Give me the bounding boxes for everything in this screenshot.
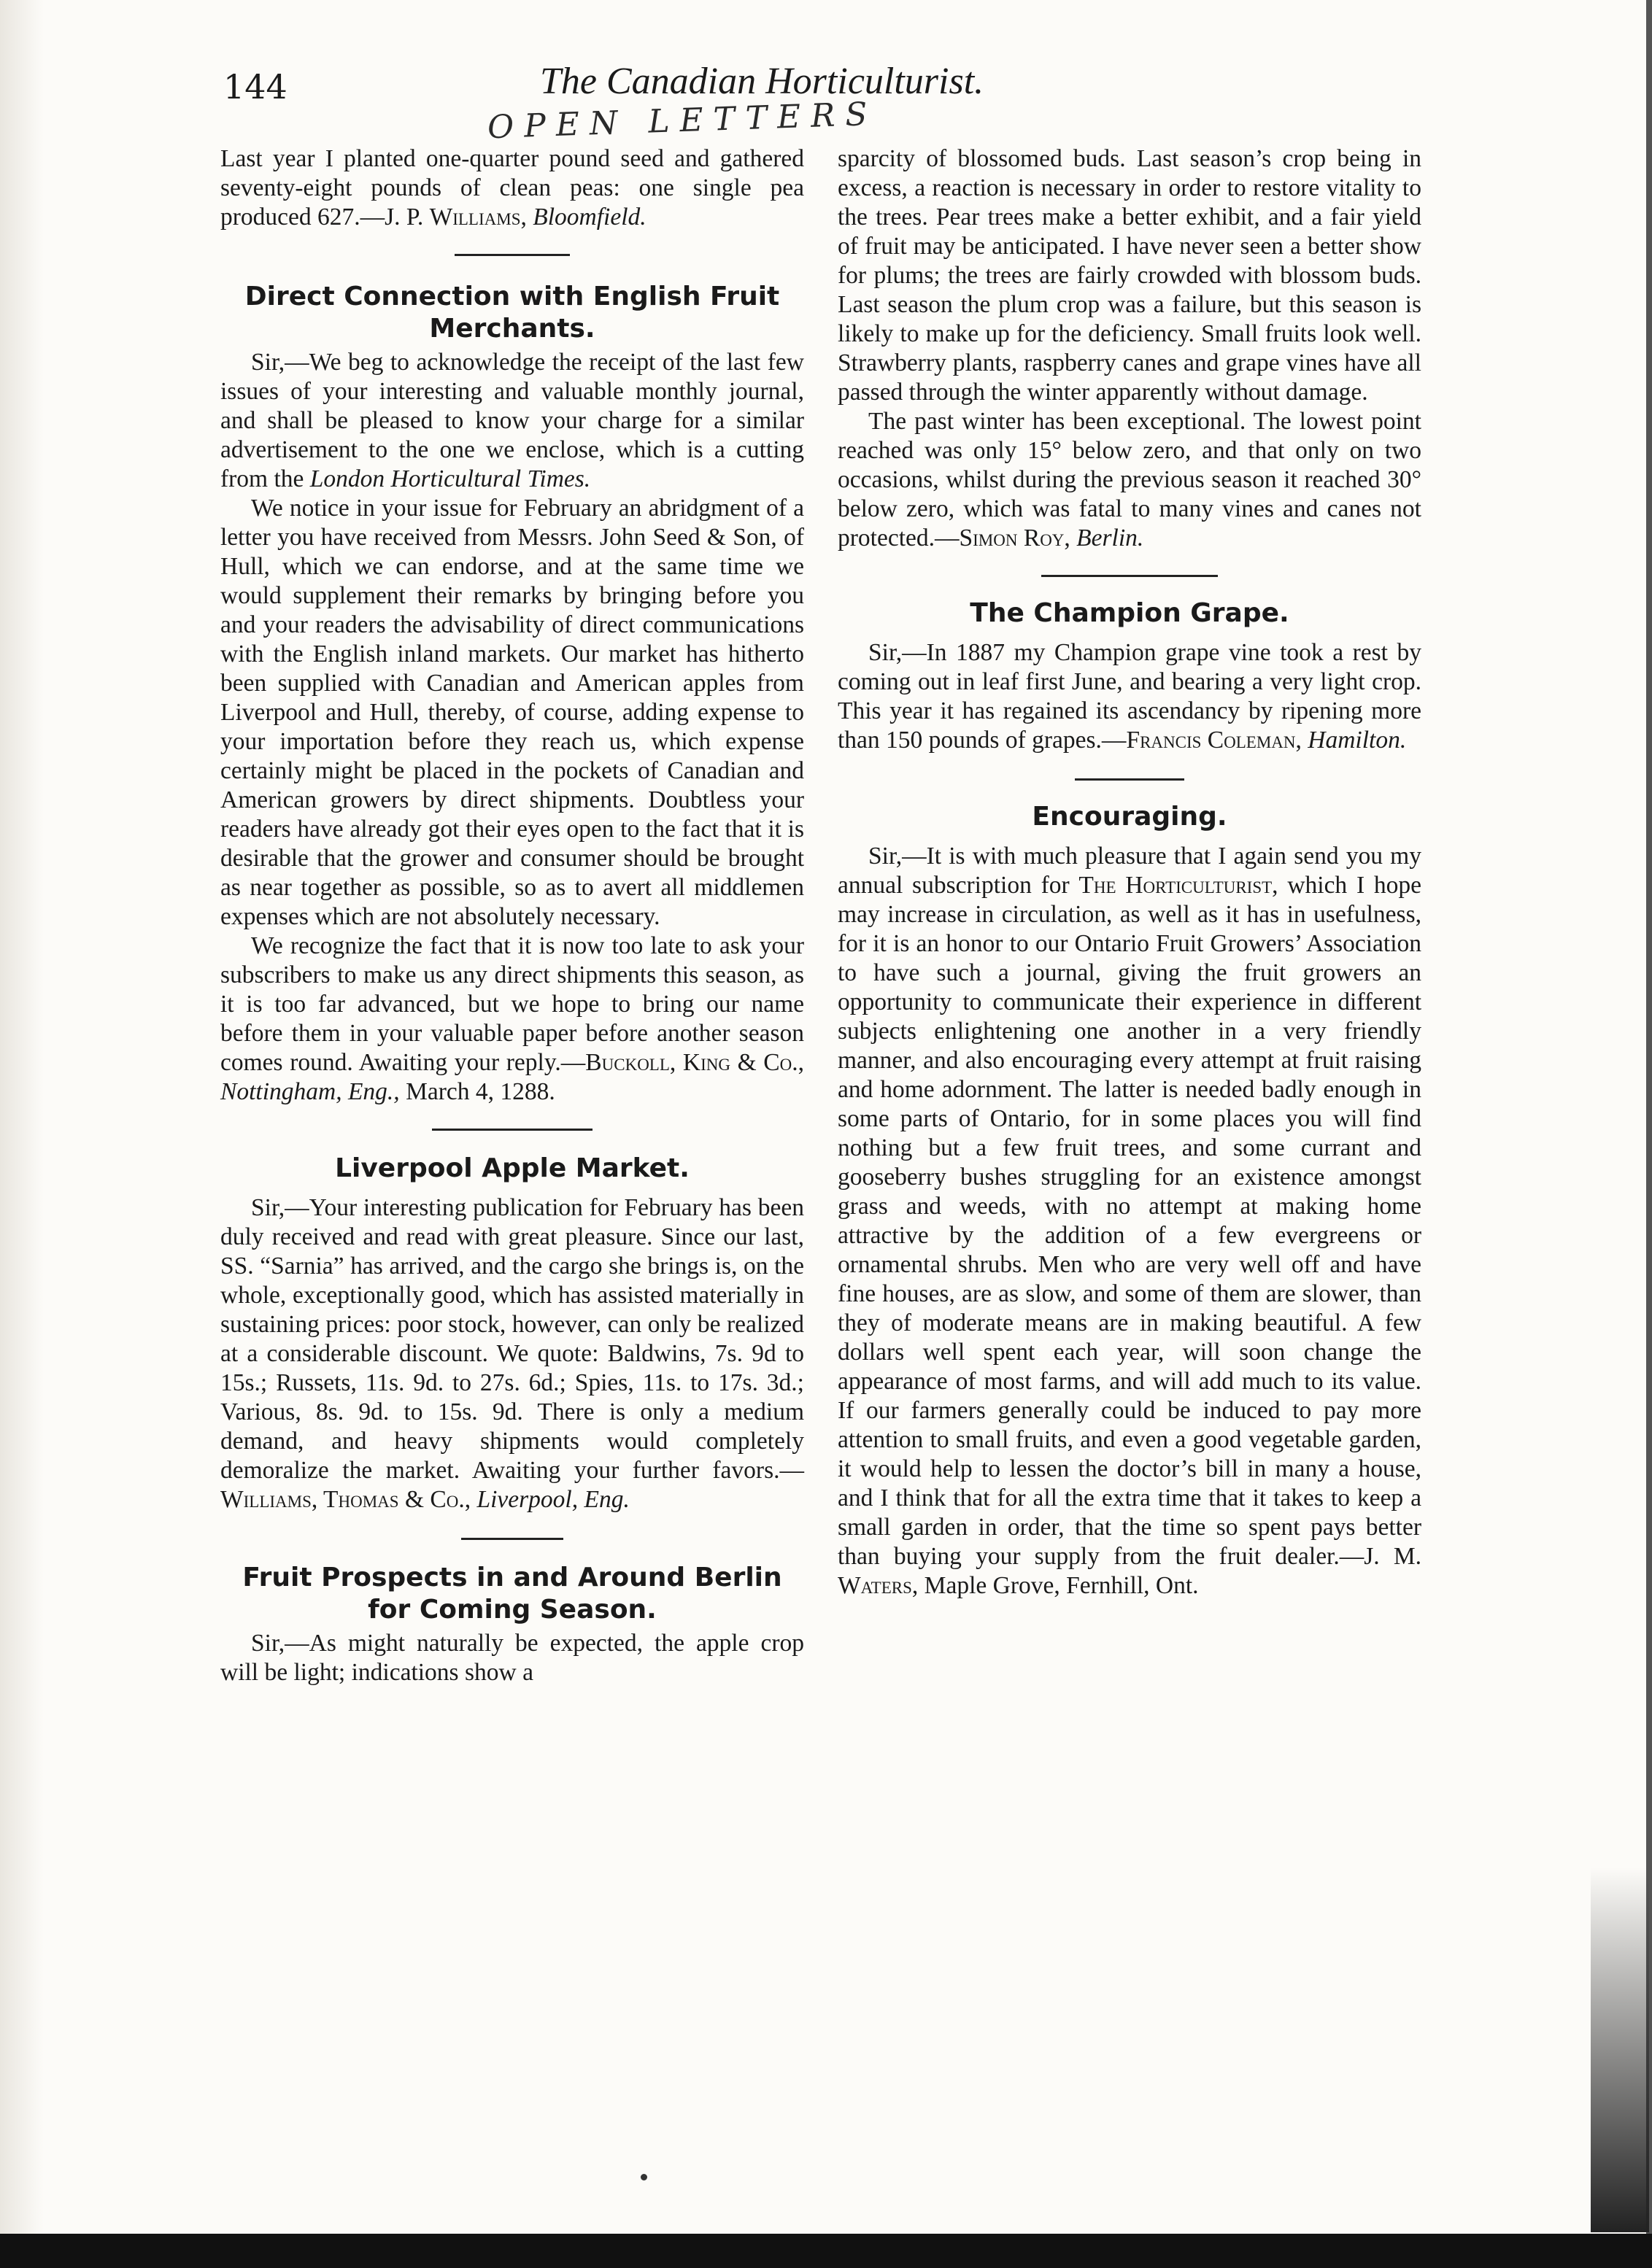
letter-fruit-prospects-cont: sparcity of blossomed buds. Last season’s crop being in excess, a reaction is necessary in order to restore vitality to the trees. Pear trees make a better exhibit, and a fair yield of fruit may be anticipated. I have never seen a better show for plums; the trees are fairly crowded with blossom buds. Last season the plum crop was a failure, but this season is likely to make up for the deficiency. Small fruits look well. Strawberry plants, raspberry canes and grape vines have all passed through the winter apparently without damage. bbox=[838, 145, 1421, 406]
scan-left-edge bbox=[0, 0, 44, 2268]
heading-encouraging: Encouraging. bbox=[1032, 802, 1227, 832]
letter-liverpool: Sir,—Your interesting publication for February has been duly received and read with great pleasure. Since our last, SS. “Sarnia” has arrived, and the cargo she brings is, on the whole, exceptionally good, which has assisted materially in sustaining prices: poor stock, however, can only be realized at a considerable discount. We quote: Baldwins, 7s. 9d to 15s.; Russets, 11s. 9d. to 27s. 6d.; Spies, 11s. to 17s. 3d.; Various, 8s. 9d. to 15s. 9d. There is only a medium demand, and heavy shipments would completely demoralize the market. Awaiting your further favors.—Williams, Thomas & Co., Liverpool, Eng. bbox=[220, 1194, 804, 1513]
right-column bbox=[838, 144, 1421, 1601]
letter-encouraging: Sir,—It is with much pleasure that I again send you my annual subscription for The Horticulturist, which I hope may increase in circulation, as well as it has in usefulness, for it is an honor to our Ontario Fruit Growers’ Association to have such a journal, giving the fruit growers an opportunity to communicate their experience in different subjects enlightening one another in a very friendly manner, and also encouraging every attempt at fruit raising and home adornment. The latter is needed badly enough in some parts of Ontario, for in some places you will find nothing but a few fruit trees, and some currant and gooseberry bushes struggling for an existence amongst grass and weeds, with no attempt at making home attractive by the addition of a few evergreens or ornamental shrubs. Men who are very well off and have fine houses, are as slow, and some of them are slower, than they of moderate means are in making beautiful. A few dollars well spent each year, will soon change the appearance of most farms, and will add much to its value. If our farmers generally could be induced to pay more attention to small fruits, and even a good vegetable garden, it would help to lessen the doctor’s bill in many a house, and I think that for all the extra time that it takes to keep a small garden in order, that the time so spent pays better than buying your supply from the fruit dealer.—J. M. Waters, Maple Grove, Fernhill, Ont. bbox=[838, 843, 1421, 1599]
heading-liverpool: Liverpool Apple Market. bbox=[335, 1153, 690, 1183]
section-divider bbox=[461, 1538, 563, 1540]
letter-peas: Last year I planted one-quarter pound seed and gathered seventy-eight pounds of clean peas: one single pea produced 627.—J. P. Williams, Bloomfield. bbox=[220, 145, 804, 231]
ink-speck bbox=[641, 2174, 647, 2180]
letter-champion-grape: Sir,—In 1887 my Champion grape vine took a rest by coming out in leaf first June, and bearing a very light crop. This year it has regained its ascendancy by ripening more than 150 pounds of grapes.—Francis Coleman, Hamilton. bbox=[838, 639, 1421, 754]
section-divider bbox=[1075, 778, 1184, 781]
heading-fruit-prospects: Fruit Prospects in and Around Berlin for Coming Season. bbox=[242, 1563, 782, 1625]
handwritten-note: OPEN LETTERS bbox=[487, 95, 879, 147]
page-number: 144 bbox=[223, 67, 287, 107]
section-divider bbox=[432, 1129, 593, 1131]
scan-corner-shadow bbox=[1591, 1868, 1649, 2232]
section-divider bbox=[455, 254, 570, 256]
running-title: The Canadian Horticulturist. bbox=[540, 61, 984, 102]
letter-direct-connection-p1: Sir,—We beg to acknowledge the receipt of the last few issues of your interesting and valuable monthly journal, and shall be pleased to know your charge for a similar advertisement to the one we enclose, which is a cutting from the London Horticultural Times. bbox=[220, 349, 804, 492]
left-column bbox=[220, 144, 804, 1687]
letter-fruit-prospects-end: The past winter has been exceptional. The lowest point reached was only 15° below zero, and that only on two occasions, whilst during the previous season it reached 30° below zero, which was fatal to many vines and canes not protected.—Simon Roy, Berlin. bbox=[838, 408, 1421, 551]
section-divider bbox=[1041, 575, 1218, 577]
letter-direct-connection-p3: We recognize the fact that it is now too late to ask your subscribers to make us any direct shipments this season, as it is too far advanced, but we hope to bring our name before them in your valuable paper before another season comes round. Awaiting your reply.—Buckoll, King & Co., Nottingham, Eng., March 4, 1288. bbox=[220, 932, 804, 1105]
scan-bottom-border bbox=[0, 2234, 1652, 2268]
heading-direct-connection: Direct Connection with English Fruit Merchants. bbox=[244, 282, 780, 344]
heading-champion-grape: The Champion Grape. bbox=[970, 598, 1289, 628]
letter-fruit-prospects-start: Sir,—As might naturally be expected, the apple crop will be light; indications show a bbox=[220, 1630, 804, 1686]
letter-direct-connection-p2: We notice in your issue for February an abridgment of a letter you have received from Messrs. John Seed & Son, of Hull, which we can endorse, and at the same time we would supplement their remarks by bringing before you and your readers the advisability of direct communications with the English inland markets. Our market has hitherto been supplied with Canadian and American apples from Liverpool and Hull, thereby, of course, adding expense to your importation before they reach us, which expense certainly might be placed in the pockets of Canadian and American growers by direct shipments. Doubtless your readers have already got their eyes open to the fact that it is desirable that the grower and consumer should be brought as near together as possible, so as to avert all middlemen expenses which are not absolutely necessary. bbox=[220, 495, 804, 930]
